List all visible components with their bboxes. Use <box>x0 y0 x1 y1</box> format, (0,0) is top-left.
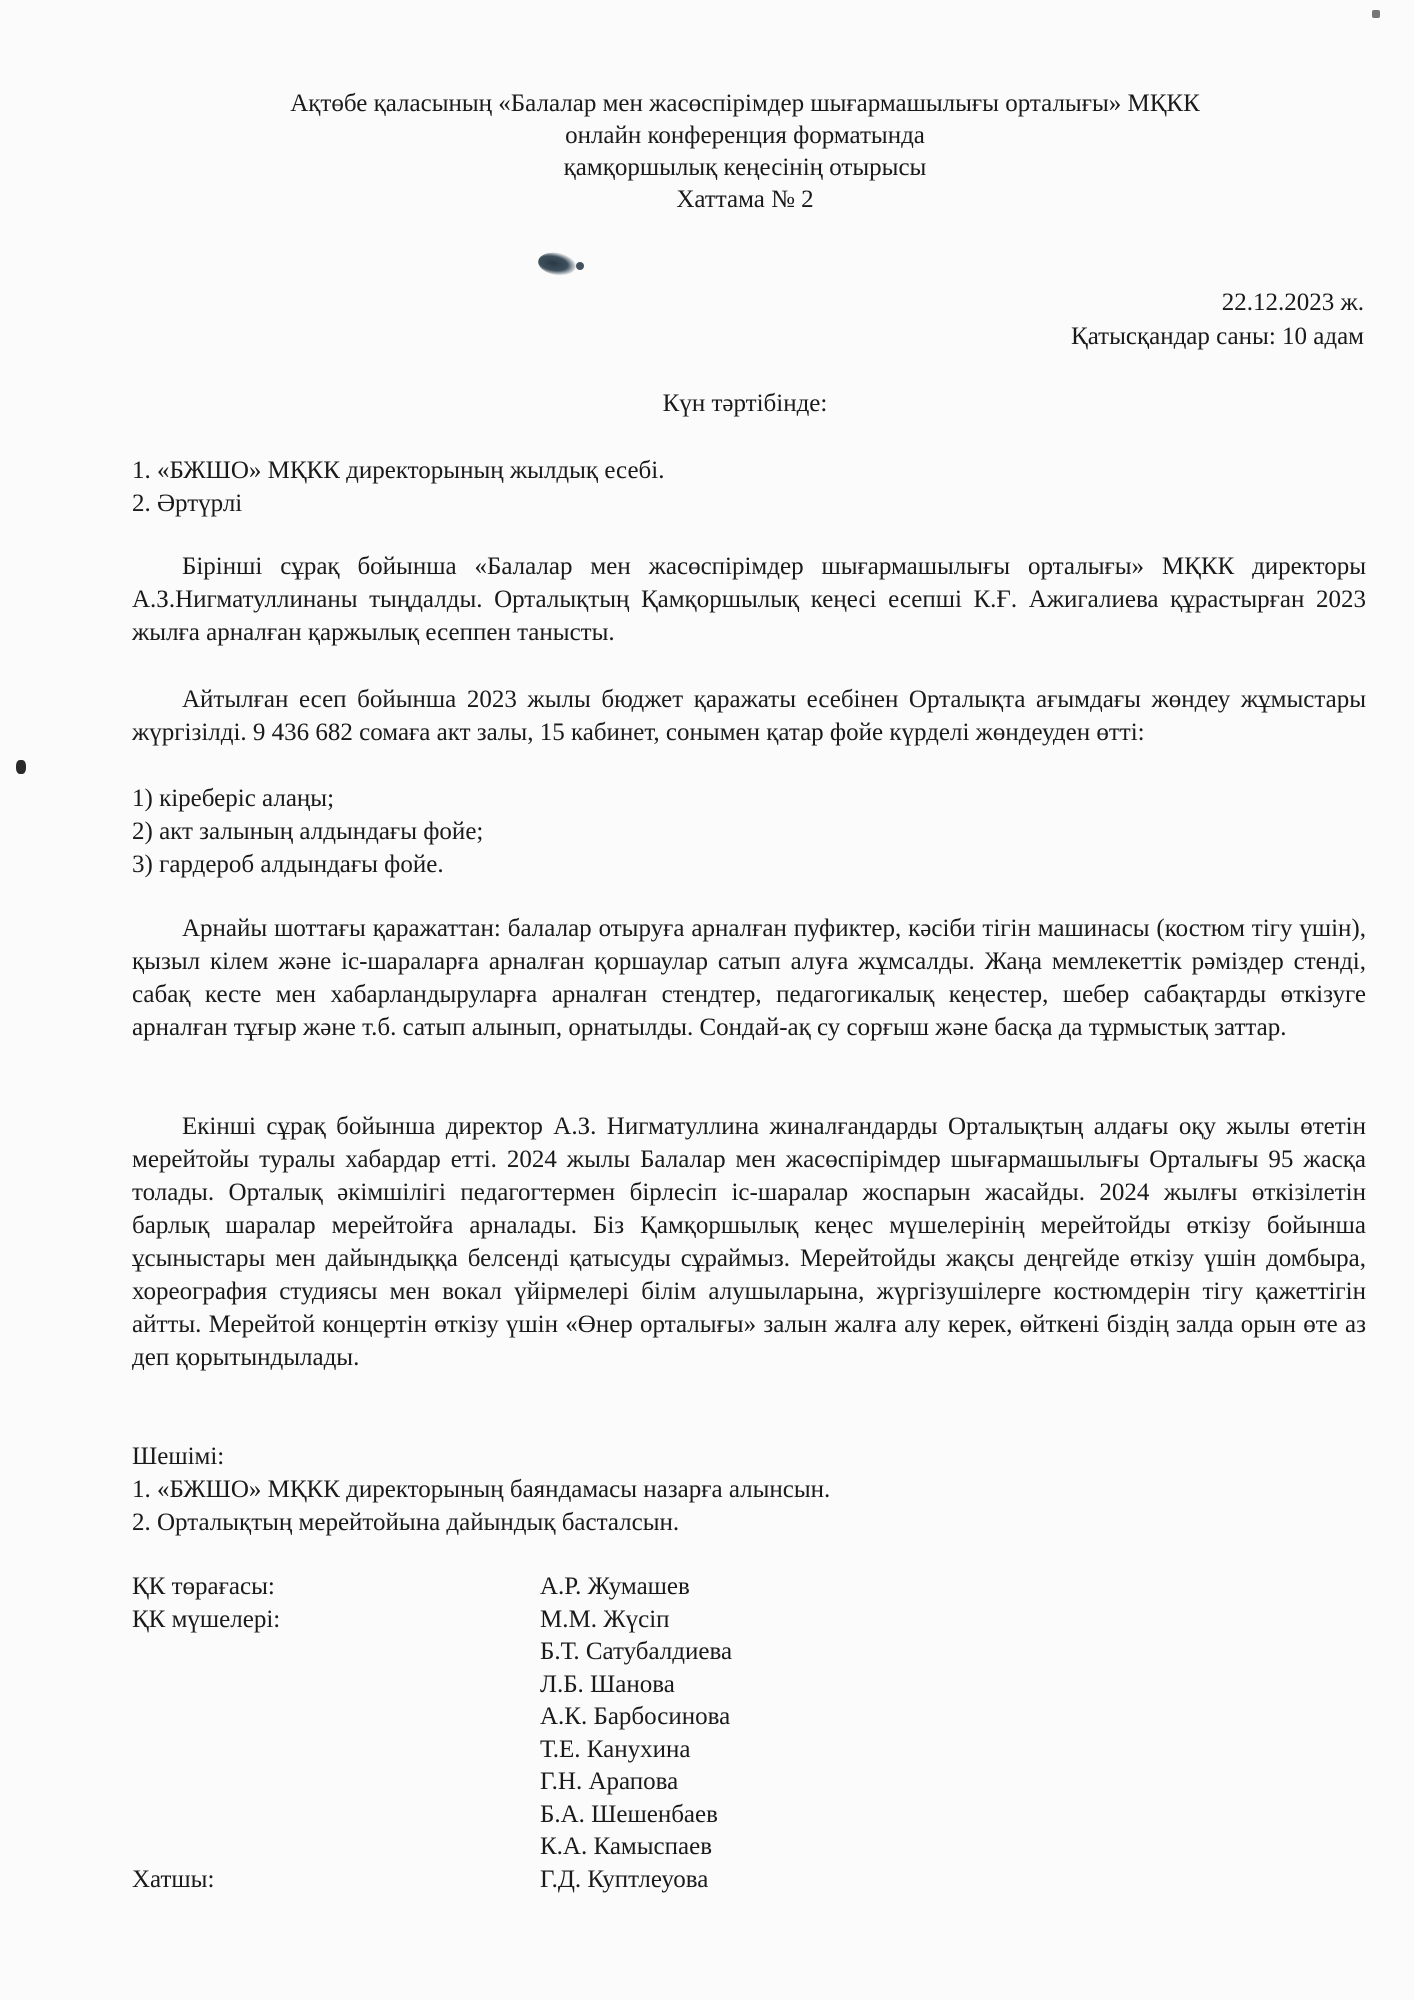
member-name: К.А. Камыспаев <box>540 1833 713 1860</box>
agenda-item: 1. «БЖШО» МҚКК директорының жылдық есебі. <box>132 457 665 484</box>
repair-item: 2) акт залының алдындағы фойе; <box>132 818 484 845</box>
ink-smudge <box>536 250 577 278</box>
repair-item: 1) кіреберіс алаңы; <box>132 785 335 812</box>
header-protocol-number: Хаттама № 2 <box>676 186 814 213</box>
secretary-label-row <box>132 1864 214 1897</box>
member-name: Г.Н. Арапова <box>540 1768 679 1795</box>
member-name: Т.Е. Канухина <box>540 1735 691 1763</box>
chair-name: А.Р. Жумашев <box>540 1573 690 1600</box>
members-label: ҚК мүшелері: <box>132 1605 281 1633</box>
decision-item: 2. Орталықтың мерейтойына дайындық басталсын. <box>132 1509 680 1536</box>
member-name: А.К. Барбосинова <box>540 1703 731 1730</box>
header-format: онлайн конференция форматында <box>565 122 925 149</box>
repairs-list <box>132 782 483 881</box>
signature-labels <box>132 1571 280 1636</box>
secretary-label: Хатшы: <box>132 1866 215 1893</box>
scan-edge-mark <box>16 760 26 774</box>
participants-count: Қатысқандар саны: 10 адам <box>1071 323 1364 350</box>
decision-heading: Шешімі: <box>132 1443 225 1470</box>
member-name: М.М. Жүсіп <box>540 1605 670 1633</box>
paragraph-second-question <box>132 1110 1366 1374</box>
paragraph-budget <box>132 683 1366 749</box>
paragraph-text: Айтылған есеп бойынша 2023 жылы бюджет қаражаты есебінен Орталықта ағымдағы жөндеу жұмыстары жүргізілді. 9 436 682 сомаға акт залы, 15 кабинет, сонымен қатар фойе күрделі жөндеуден өтті: <box>132 686 1366 746</box>
signature-names <box>540 1571 732 1896</box>
decision-item: 1. «БЖШО» МҚКК директорының баяндамасы назарға алынсын. <box>132 1476 831 1503</box>
member-name: Л.Б. Шанова <box>540 1670 675 1698</box>
paragraph-text: Арнайы шоттағы қаражаттан: балалар отыруға арналған пуфиктер, кәсіби тігін машинасы (костюм тігу үшін), қызыл кілем және іс-шараларға арналған қоршаулар сатып алуға жұмсалды. Жаңа мемлекеттік рәміздер стенді, сабақ кесте мен хабарландыруларға арналған стендтер, педагогикалық кеңестер, шебер сабақтарды өткізуге арналған тұғыр және т.б. сатып алынып, орнатылды. Сондай-ақ су сорғыш және басқа да тұрмыстық заттар. <box>132 915 1366 1041</box>
document-header <box>0 88 1414 216</box>
ink-dot <box>576 262 584 270</box>
agenda-list <box>132 454 664 520</box>
paragraph-text: Екінші сұрақ бойынша директор А.З. Нигматуллина жиналғандарды Орталықтың алдағы оқу жылы өтетін мерейтойы туралы хабардар етті. 2024 жылы Балалар мен жасөспірімдер шығармашылығы Орталығы 95 жасқа толады. Орталық әкімшілігі педагогтермен бірлесіп іс-шаралар жоспарын жасайды. 2024 жылғы өткізілетін барлық шаралар мерейтойға арналады. Біз Қамқоршылық кеңес мүшелерінің мерейтойды өткізу бойынша ұсыныстары мен дайындыққа белсенді қатысуды сұраймыз. Мерейтойды жақсы деңгейде өткізу үшін домбыра, хореография студиясы мен вокал үйірмелері білім алушыларына, жүргізушілерге костюмдерін тігу қажеттігін айтты. Мерейтой концертін өткізу үшін «Өнер орталығы» залын жалға алу керек, өйткені біздің залда орын өте аз деп қорытындылады. <box>132 1113 1366 1371</box>
agenda-heading: Күн тәртібінде: <box>662 390 828 417</box>
scan-corner-mark <box>1372 10 1380 18</box>
meeting-meta <box>1071 286 1364 354</box>
header-organization: Ақтөбе қаласының «Балалар мен жасөспірімдер шығармашылығы орталығы» МҚКК <box>290 90 1200 117</box>
chair-label: ҚК төрағасы: <box>132 1573 275 1600</box>
paragraph-text: Бірінші сұрақ бойынша «Балалар мен жасөспірімдер шығармашылығы орталығы» МҚКК директоры А.З.Нигматуллинаны тыңдалды. Орталықтың Қамқоршылық кеңесі есепші К.Ғ. Ажигалиева құрастырған 2023 жылға арналған қаржылық есеппен танысты. <box>132 553 1366 646</box>
member-name: Б.А. Шешенбаев <box>540 1800 718 1828</box>
agenda-item: 2. Әртүрлі <box>132 490 243 517</box>
meeting-date: 22.12.2023 ж. <box>1221 289 1364 316</box>
repair-item: 3) гардероб алдындағы фойе. <box>132 851 444 878</box>
secretary-name: Г.Д. Куптлеуова <box>540 1865 709 1893</box>
decision-block <box>132 1440 830 1539</box>
header-meeting: қамқоршылық кеңесінің отырысы <box>563 154 927 181</box>
member-name: Б.Т. Сатубалдиева <box>540 1638 733 1665</box>
paragraph-first-question <box>132 550 1366 649</box>
paragraph-special-account <box>132 912 1366 1044</box>
